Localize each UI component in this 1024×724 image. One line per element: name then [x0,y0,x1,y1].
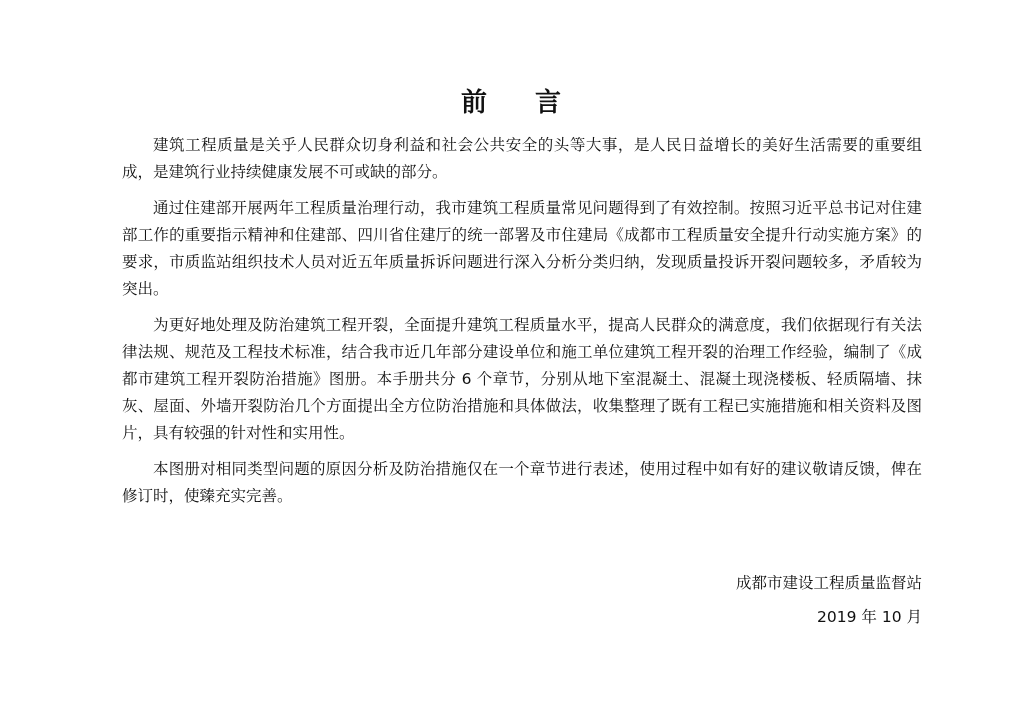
paragraph-3: 为更好地处理及防治建筑工程开裂，全面提升建筑工程质量水平，提高人民群众的满意度，我们依据现行有关法律法规、规范及工程技术标准，结合我市近几年部分建设单位和施工单位建筑工程开裂的治理工作经验，编制了《成都市建筑工程开裂防治措施》图册。本手册共分 6 个章节，分别从地下室混凝土、混凝土现浇楼板、轻质隔墙、抹灰、屋面、外墙开裂防治几个方面提出全方位防治措施和具体做法，收集整理了既有工程已实施措施和相关资料及图片，具有较强的针对性和实用性。 [122,316,922,442]
signature-block [736,566,922,634]
signature-date: 2019 年 10 月 [817,608,922,626]
paragraph-4: 本图册对相同类型问题的原因分析及防治措施仅在一个章节进行表述，使用过程中如有好的建议敬请反馈，俾在修订时，使臻充实完善。 [122,460,922,505]
title-char-second: 言 [535,88,564,118]
title-char-first: 前 [460,88,489,118]
page-title [0,86,1024,120]
preface-body [122,132,922,510]
signature-organization: 成都市建设工程质量监督站 [735,574,922,592]
paragraph-2: 通过住建部开展两年工程质量治理行动，我市建筑工程质量常见问题得到了有效控制。按照习近平总书记对住建部工作的重要指示精神和住建部、四川省住建厅的统一部署及市住建局《成都市工程质量安全提升行动实施方案》的要求，市质监站组织技术人员对近五年质量拆诉问题进行深入分析分类归纳，发现质量投诉开裂问题较多，矛盾较为突出。 [122,199,922,298]
paragraph-1: 建筑工程质量是关乎人民群众切身利益和社会公共安全的头等大事，是人民日益增长的美好生活需要的重要组成，是建筑行业持续健康发展不可或缺的部分。 [122,136,922,181]
